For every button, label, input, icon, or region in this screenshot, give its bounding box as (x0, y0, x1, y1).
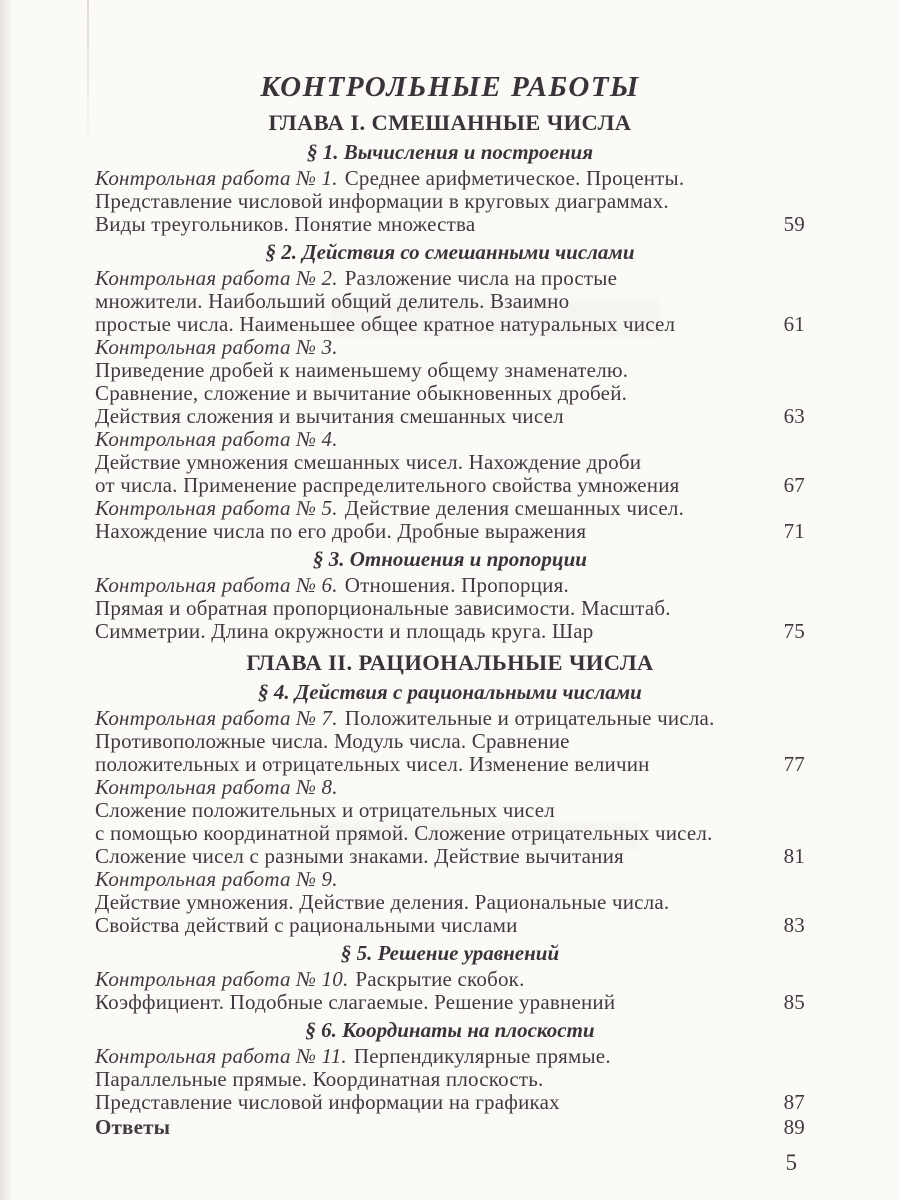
toc-line (95, 822, 805, 845)
toc-entry-lead: Контрольная работа № 11. (95, 1044, 347, 1068)
chapter-heading: ГЛАВА I. СМЕШАННЫЕ ЧИСЛА (268, 110, 632, 135)
toc-entry-text: Среднее арифметическое. Проценты. (344, 166, 685, 190)
toc-entry-lead: Контрольная работа № 2. (95, 266, 338, 290)
toc-line (95, 753, 805, 776)
page-ref: 71 (783, 519, 805, 543)
toc-entry-text: положительных и отрицательных чисел. Изменение величин (95, 752, 650, 776)
toc-line-answers (95, 1116, 805, 1139)
toc-entry-text: от числа. Применение распределительного свойства умножения (95, 473, 680, 497)
toc-line (95, 359, 805, 382)
toc-line (95, 213, 805, 236)
toc-line (95, 707, 805, 730)
toc-entry-text: Виды треугольников. Понятие множества (95, 212, 476, 236)
page-ref: 61 (783, 312, 805, 336)
scan-crease (87, 0, 89, 160)
toc-line (95, 1045, 805, 1068)
toc-line (95, 336, 805, 359)
page-ref: 85 (783, 990, 805, 1014)
toc-entry-lead: Контрольная работа № 5. (95, 496, 338, 520)
toc-entry-text: Параллельные прямые. Координатная плоскость. (95, 1067, 544, 1091)
page-number: 5 (785, 1150, 797, 1175)
page-ref: 59 (783, 212, 805, 236)
toc-entry-text: Прямая и обратная пропорциональные зависимости. Масштаб. (95, 596, 671, 620)
toc-entry-lead: Контрольная работа № 8. (95, 775, 338, 799)
toc-entry-text: Действие деления смешанных чисел. (344, 496, 685, 520)
toc-entry-lead: Контрольная работа № 7. (95, 706, 338, 730)
toc-entry-text: Противоположные числа. Модуль числа. Сравнение (95, 729, 570, 753)
toc-line (95, 776, 805, 799)
toc-line (95, 451, 805, 474)
toc-line (95, 167, 805, 190)
toc-line (95, 428, 805, 451)
section-heading: § 6. Координаты на плоскости (305, 1018, 595, 1042)
toc-entry-text: Сложение чисел с разными знаками. Действие вычитания (95, 844, 624, 868)
toc-entry-text: простые числа. Наименьшее общее кратное натуральных чисел (95, 312, 676, 336)
toc-line (95, 620, 805, 643)
page-ref: 81 (783, 844, 805, 868)
toc-line (95, 474, 805, 497)
page-ref: 87 (783, 1090, 805, 1114)
toc-line (95, 574, 805, 597)
toc-entry-lead: Контрольная работа № 4. (95, 427, 338, 451)
toc-line (95, 968, 805, 991)
toc-entry-text: Действие умножения. Действие деления. Рациональные числа. (95, 890, 670, 914)
chapter-heading: ГЛАВА II. РАЦИОНАЛЬНЫЕ ЧИСЛА (246, 650, 654, 675)
toc-line (95, 845, 805, 868)
toc-entry-text: Ответы (95, 1115, 171, 1139)
toc-line (95, 405, 805, 428)
toc-entry-text: Симметрии. Длина окружности и площадь круга. Шар (95, 619, 594, 643)
section-heading: § 3. Отношения и пропорции (313, 547, 587, 571)
toc-line (95, 868, 805, 891)
toc-entry-text: Разложение числа на простые (344, 266, 618, 290)
toc-entry-text: Положительные и отрицательные числа. (344, 706, 715, 730)
page-title: КОНТРОЛЬНЫЕ РАБОТЫ (260, 71, 640, 103)
section-heading: § 5. Решение уравнений (340, 941, 560, 965)
page-ref: 67 (783, 473, 805, 497)
toc-entry-lead: Контрольная работа № 10. (95, 967, 349, 991)
toc-entry-text: Перпендикулярные прямые. (353, 1044, 611, 1068)
toc-entry-text: Коэффициент. Подобные слагаемые. Решение уравнений (95, 990, 616, 1014)
toc-entry-text: Представление числовой информации в круговых диаграммах. (95, 189, 669, 213)
toc-entry-text: Нахождение числа по его дроби. Дробные выражения (95, 519, 587, 543)
toc-line (95, 1068, 805, 1091)
toc-line (95, 313, 805, 336)
section-heading: § 1. Вычисления и построения (306, 140, 594, 164)
toc-entry-lead: Контрольная работа № 6. (95, 573, 338, 597)
toc-line (95, 991, 805, 1014)
toc-entry-text: Сравнение, сложение и вычитание обыкновенных дробей. (95, 381, 628, 405)
toc-line (95, 290, 805, 313)
toc-line (95, 891, 805, 914)
toc-line (95, 520, 805, 543)
toc-line (95, 190, 805, 213)
page-ref: 83 (783, 913, 805, 937)
toc-line (95, 382, 805, 405)
toc-entry-text: с помощью координатной прямой. Сложение отрицательных чисел. (95, 821, 713, 845)
page-ref: 75 (783, 619, 805, 643)
toc-entry-text: множители. Наибольший общий делитель. Взаимно (95, 289, 570, 313)
toc-entry-text: Отношения. Пропорция. (344, 573, 569, 597)
toc-entry-text: Действие умножения смешанных чисел. Нахождение дроби (95, 450, 642, 474)
section-heading: § 4. Действия с рациональными числами (258, 680, 642, 704)
toc-line (95, 497, 805, 520)
page-ref: 63 (783, 404, 805, 428)
toc-line (95, 267, 805, 290)
toc-content (95, 70, 805, 1139)
toc-entry-text: Действия сложения и вычитания смешанных чисел (95, 404, 564, 428)
toc-line (95, 914, 805, 937)
toc-line (95, 799, 805, 822)
toc-line (95, 597, 805, 620)
page-ref: 89 (783, 1115, 805, 1139)
toc-entry-lead: Контрольная работа № 1. (95, 166, 338, 190)
toc-entry-lead: Контрольная работа № 3. (95, 335, 338, 359)
toc-entry-text: Представление числовой информации на графиках (95, 1090, 560, 1114)
page-ref: 77 (783, 752, 805, 776)
toc-entry-text: Раскрытие скобок. (355, 967, 525, 991)
section-heading: § 2. Действия со смешанными числами (265, 240, 635, 264)
toc-entry-text: Приведение дробей к наименьшему общему знаменателю. (95, 358, 629, 382)
toc-line (95, 1091, 805, 1114)
toc-entry-text: Свойства действий с рациональными числами (95, 913, 518, 937)
toc-entry-lead: Контрольная работа № 9. (95, 867, 338, 891)
toc-line (95, 730, 805, 753)
toc-entry-text: Сложение положительных и отрицательных чисел (95, 798, 555, 822)
